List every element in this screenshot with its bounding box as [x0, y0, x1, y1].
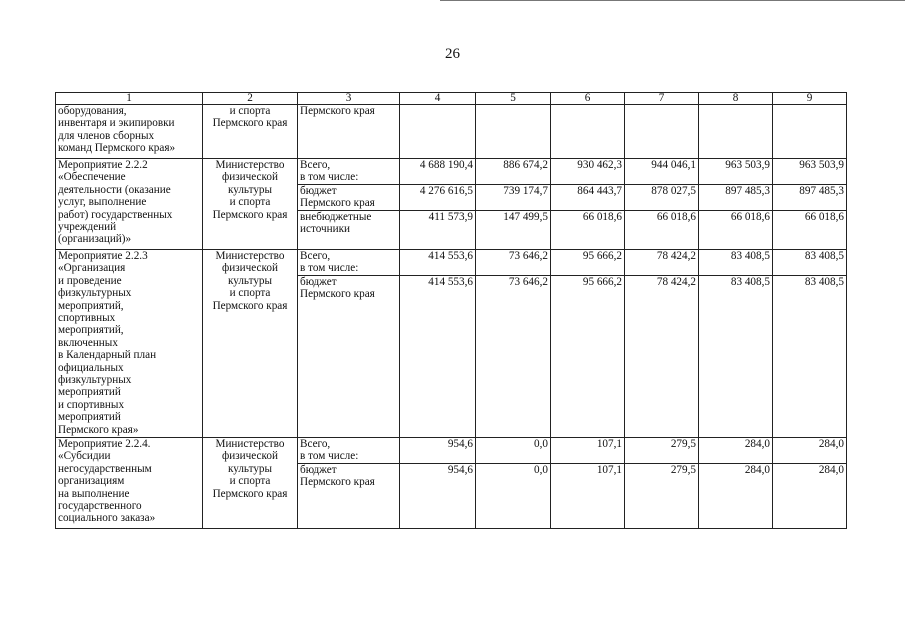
cell-text-line: Пермского края [300, 197, 375, 210]
cell-text-line: и спорта [229, 287, 271, 300]
cell-text-line: деятельности (оказание [58, 183, 171, 196]
value-cell: 963 503,9 [699, 159, 773, 185]
cell-text-line: в том числе: [300, 171, 359, 184]
value-cell: 83 408,5 [699, 250, 773, 276]
column-number: 2 [203, 93, 298, 105]
value-cell [699, 105, 773, 159]
source-cell [298, 185, 400, 211]
cell-text-line: и проведение [58, 274, 122, 287]
cell-text-line: мероприятий, [58, 299, 124, 312]
cell-text-line: «Субсидии [58, 450, 111, 463]
value-cell: 73 646,2 [476, 276, 551, 438]
column-number: 5 [476, 93, 551, 105]
activity-name-cell [56, 250, 203, 438]
cell-text-line: инвентаря и экипировки [58, 117, 175, 130]
source-cell [298, 250, 400, 276]
cell-text-line: Пермского края [300, 288, 375, 301]
cell-text-line: Пермского края [300, 105, 375, 117]
top-edge-line [440, 0, 905, 2]
cell-text-line: Пермского края [300, 476, 375, 489]
cell-text-line: государственного [58, 500, 142, 513]
cell-text-line: включенных [58, 336, 118, 349]
value-cell: 66 018,6 [699, 211, 773, 250]
value-cell: 4 688 190,4 [400, 159, 476, 185]
cell-text-line: бюджет [300, 276, 337, 288]
table-row [56, 105, 847, 159]
cell-text-line: культуры [227, 274, 273, 287]
value-cell: 78 424,2 [625, 250, 699, 276]
value-cell: 66 018,6 [773, 211, 847, 250]
source-cell [298, 464, 400, 529]
value-cell: 897 485,3 [699, 185, 773, 211]
cell-text-line: бюджет [300, 185, 337, 197]
cell-text-line: Министерство [215, 438, 285, 450]
activity-name-cell [56, 438, 203, 529]
source-cell [298, 276, 400, 438]
program-table [55, 92, 847, 529]
cell-text-line: и спорта [229, 196, 271, 209]
cell-text-line: в том числе: [300, 450, 359, 463]
cell-text-line: для членов сборных [58, 129, 155, 142]
value-cell [400, 105, 476, 159]
value-cell: 95 666,2 [551, 250, 625, 276]
table-row [56, 250, 847, 276]
activity-name-cell [56, 105, 203, 159]
cell-text-line: Пермского края [212, 487, 288, 500]
activity-name-cell [56, 159, 203, 250]
column-number: 7 [625, 93, 699, 105]
cell-text-line: Пермского края [212, 208, 288, 221]
value-cell: 414 553,6 [400, 250, 476, 276]
header-row [56, 93, 847, 105]
value-cell: 284,0 [773, 464, 847, 529]
value-cell: 66 018,6 [625, 211, 699, 250]
value-cell: 0,0 [476, 438, 551, 464]
cell-text-line: Всего, [300, 250, 331, 262]
value-cell: 73 646,2 [476, 250, 551, 276]
cell-text-line: Мероприятие 2.2.2 [58, 159, 148, 171]
value-cell: 284,0 [699, 438, 773, 464]
value-cell [625, 105, 699, 159]
cell-text-line: социального заказа» [58, 512, 156, 525]
executor-cell [203, 250, 298, 438]
value-cell: 66 018,6 [551, 211, 625, 250]
cell-text-line: культуры [227, 462, 273, 475]
value-cell: 954,6 [400, 464, 476, 529]
cell-text-line: услуг, выполнение [58, 196, 147, 209]
cell-text-line: Пермского края [212, 117, 288, 130]
cell-text-line: мероприятий, [58, 324, 124, 337]
source-cell [298, 105, 400, 159]
value-cell: 4 276 616,5 [400, 185, 476, 211]
value-cell: 284,0 [699, 464, 773, 529]
value-cell: 0,0 [476, 464, 551, 529]
value-cell [773, 105, 847, 159]
cell-text-line: физкультурных [58, 287, 132, 300]
value-cell: 83 408,5 [773, 250, 847, 276]
column-number: 3 [298, 93, 400, 105]
column-number: 4 [400, 93, 476, 105]
cell-text-line: культуры [227, 183, 273, 196]
source-cell [298, 211, 400, 250]
cell-text-line: внебюджетные [300, 211, 372, 223]
cell-text-line: Всего, [300, 438, 331, 450]
value-cell: 414 553,6 [400, 276, 476, 438]
cell-text-line: организациям [58, 475, 125, 488]
cell-text-line: оборудования, [58, 105, 127, 117]
column-number: 1 [56, 93, 203, 105]
value-cell: 279,5 [625, 438, 699, 464]
executor-cell [203, 105, 298, 159]
cell-text-line: физкультурных [58, 374, 132, 387]
executor-cell [203, 438, 298, 529]
source-cell [298, 438, 400, 464]
cell-text-line: в том числе: [300, 262, 359, 275]
cell-text-line: Мероприятие 2.2.4. [58, 438, 151, 450]
cell-text-line: Всего, [300, 159, 331, 171]
value-cell: 878 027,5 [625, 185, 699, 211]
cell-text-line: «Обеспечение [58, 171, 126, 184]
cell-text-line: Пермского края» [58, 423, 139, 436]
cell-text-line: источники [300, 223, 351, 236]
value-cell: 279,5 [625, 464, 699, 529]
cell-text-line: и спорта [229, 475, 271, 488]
column-number: 6 [551, 93, 625, 105]
cell-text-line: и спорта [229, 105, 271, 117]
value-cell: 107,1 [551, 464, 625, 529]
table-row [56, 438, 847, 464]
cell-text-line: учреждений [58, 221, 117, 234]
cell-text-line: команд Пермского края» [58, 142, 176, 155]
value-cell: 78 424,2 [625, 276, 699, 438]
cell-text-line: негосударственным [58, 462, 152, 475]
value-cell: 284,0 [773, 438, 847, 464]
cell-text-line: Министерство [215, 250, 285, 262]
cell-text-line: на выполнение [58, 487, 130, 500]
cell-text-line: в Календарный план [58, 349, 157, 362]
cell-text-line: Пермского края [212, 299, 288, 312]
value-cell: 886 674,2 [476, 159, 551, 185]
executor-cell [203, 159, 298, 250]
value-cell: 864 443,7 [551, 185, 625, 211]
page-number: 26 [445, 46, 460, 62]
value-cell: 954,6 [400, 438, 476, 464]
value-cell [476, 105, 551, 159]
cell-text-line: Министерство [215, 159, 285, 171]
value-cell: 930 462,3 [551, 159, 625, 185]
cell-text-line: мероприятий [58, 411, 121, 424]
value-cell: 897 485,3 [773, 185, 847, 211]
cell-text-line: физической [222, 171, 278, 184]
cell-text-line: работ) государственных [58, 208, 173, 221]
cell-text-line: мероприятий [58, 386, 121, 399]
column-number: 8 [699, 93, 773, 105]
source-cell [298, 159, 400, 185]
value-cell: 83 408,5 [699, 276, 773, 438]
cell-text-line: официальных [58, 361, 124, 374]
value-cell: 963 503,9 [773, 159, 847, 185]
value-cell: 83 408,5 [773, 276, 847, 438]
value-cell: 944 046,1 [625, 159, 699, 185]
table-row [56, 159, 847, 185]
cell-text-line: физической [222, 262, 278, 275]
cell-text-line: бюджет [300, 464, 337, 476]
value-cell: 739 174,7 [476, 185, 551, 211]
column-number: 9 [773, 93, 847, 105]
cell-text-line: (организаций)» [58, 233, 132, 246]
value-cell: 107,1 [551, 438, 625, 464]
cell-text-line: «Организация [58, 262, 126, 275]
value-cell: 411 573,9 [400, 211, 476, 250]
cell-text-line: физической [222, 450, 278, 463]
value-cell: 95 666,2 [551, 276, 625, 438]
cell-text-line: Мероприятие 2.2.3 [58, 250, 148, 262]
value-cell: 147 499,5 [476, 211, 551, 250]
value-cell [551, 105, 625, 159]
cell-text-line: спортивных [58, 312, 116, 325]
cell-text-line: и спортивных [58, 398, 125, 411]
